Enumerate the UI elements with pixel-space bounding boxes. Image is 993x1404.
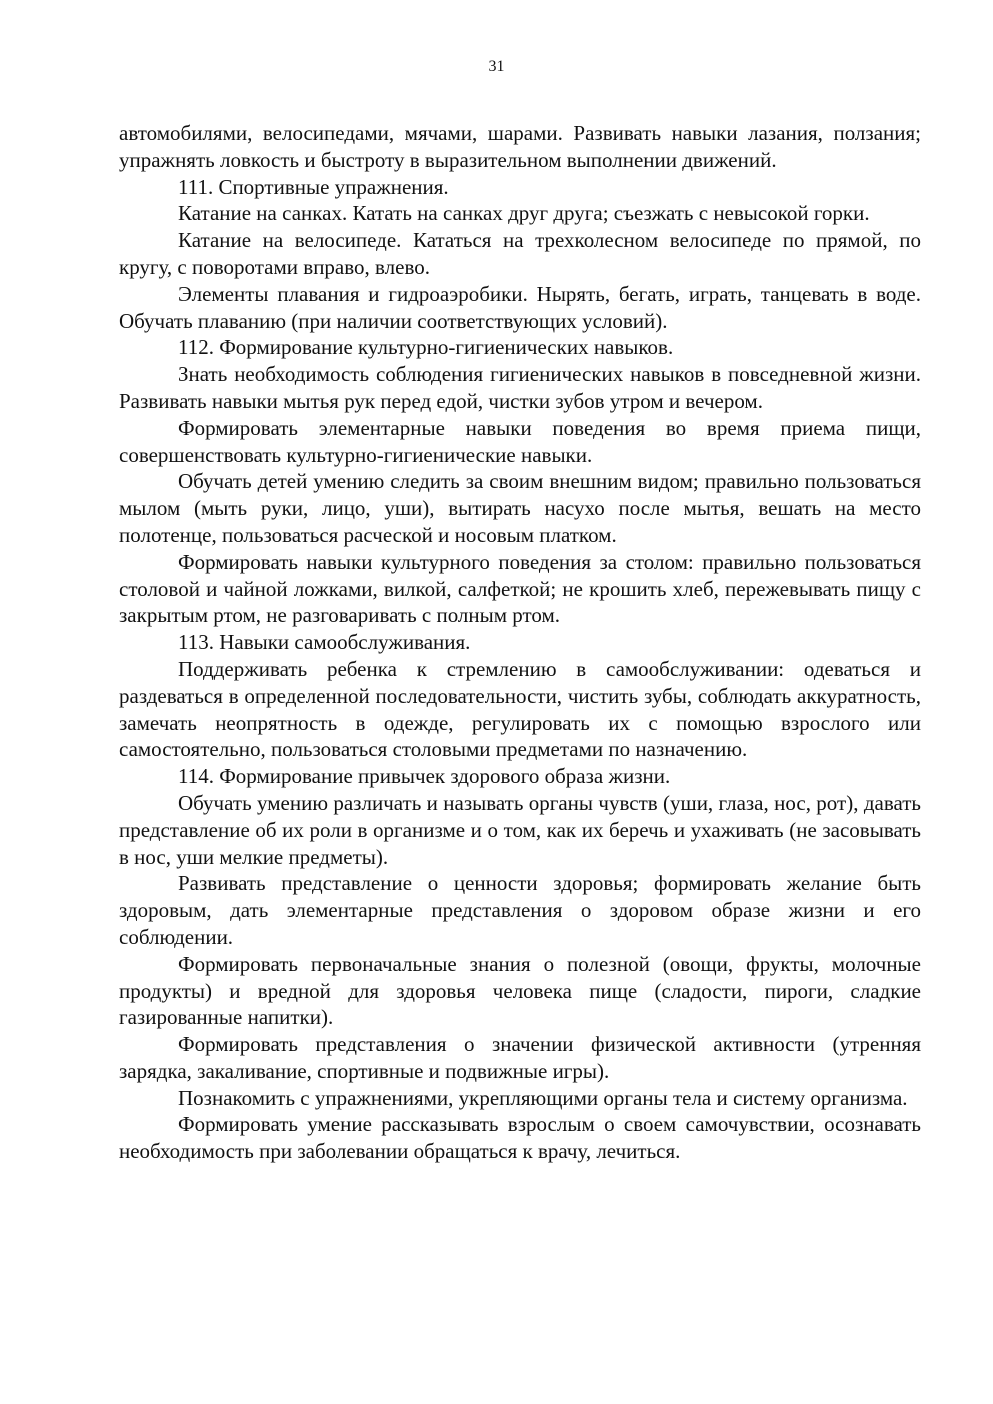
- paragraph: Знать необходимость соблюдения гигиенических навыков в повседневной жизни. Развивать навыки мытья рук перед едой, чистки зубов утром и вечером.: [119, 362, 921, 413]
- section-heading: 113. Навыки самообслуживания.: [178, 630, 471, 655]
- paragraph: Формировать навыки культурного поведения за столом: правильно пользоваться столовой и чайной ложками, вилкой, салфеткой; не крошить хлеб, пережевывать пищу с закрытым ртом, не разговаривать с полным ртом.: [119, 549, 921, 628]
- paragraph: автомобилями, велосипедами, мячами, шарами. Развивать навыки лазания, ползания; упражнять ловкость и быстроту в выразительном выполнении движений.: [119, 121, 921, 172]
- section-heading: 111. Спортивные упражнения.: [178, 174, 449, 199]
- page-number: 31: [488, 58, 505, 75]
- paragraph: Обучать детей умению следить за своим внешним видом; правильно пользоваться мылом (мыть руки, лицо, уши), вытирать насухо после мытья, вешать на место полотенце, пользоваться расческой и носовым платком.: [119, 469, 921, 547]
- paragraph: Развивать представление о ценности здоровья; формировать желание быть здоровым, дать элементарные представления о здоровом образе жизни и его соблюдении.: [119, 871, 921, 949]
- paragraph: Катание на санках. Катать на санках друг друга; съезжать с невысокой горки.: [178, 201, 870, 226]
- section-heading: 114. Формирование привычек здорового образа жизни.: [178, 764, 671, 789]
- paragraph: Формировать элементарные навыки поведения во время приема пищи, совершенствовать культурно-гигиенические навыки.: [119, 415, 921, 467]
- paragraph: Обучать умению различать и называть органы чувств (уши, глаза, нос, рот), давать представление об их роли в организме и о том, как их беречь и ухаживать (не засовывать в нос, уши мелкие предметы).: [119, 790, 921, 869]
- paragraph: Формировать умение рассказывать взрослым о своем самочувствии, осознавать необходимость при заболевании обращаться к врачу, лечиться.: [119, 1112, 921, 1164]
- paragraph: Формировать представления о значении физической активности (утренняя зарядка, закаливание, спортивные и подвижные игры).: [119, 1032, 921, 1083]
- document-body: [119, 120, 921, 1165]
- paragraph: Катание на велосипеде. Кататься на трехколесном велосипеде по прямой, по кругу, с поворотами вправо, влево.: [119, 228, 921, 279]
- paragraph: Элементы плавания и гидроаэробики. Нырять, бегать, играть, танцевать в воде. Обучать плаванию (при наличии соответствующих условий).: [119, 281, 921, 333]
- paragraph: Формировать первоначальные знания о полезной (овощи, фрукты, молочные продукты) и вредной для здоровья человека пище (сладости, пироги, сладкие газированные напитки).: [119, 951, 921, 1030]
- paragraph: Поддерживать ребенка к стремлению в самообслуживании: одеваться и раздеваться в определенной последовательности, чистить зубы, соблюдать аккуратность, замечать неопрятность в одежде, регулировать их с помощью взрослого или самостоятельно, пользоваться столовыми предметами по назначению.: [119, 656, 921, 762]
- section-heading: 112. Формирование культурно-гигиенических навыков.: [178, 335, 674, 360]
- paragraph: Познакомить с упражнениями, укрепляющими органы тела и систему организма.: [178, 1085, 908, 1110]
